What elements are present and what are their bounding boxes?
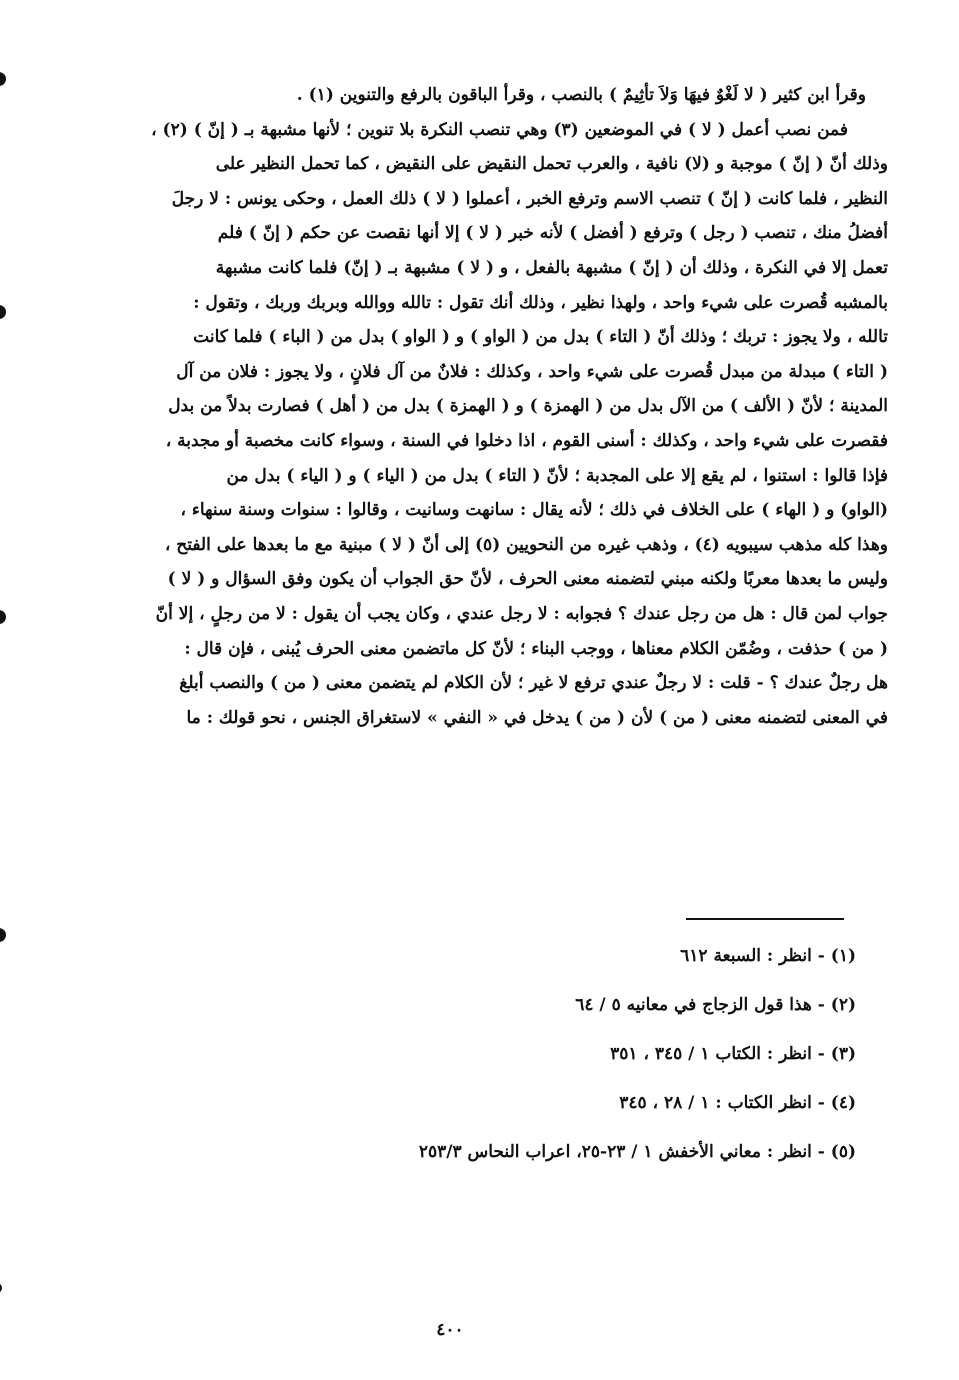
text-line: فقصرت على شيء واحد ، وكذلك : أسنى القوم ، اذا دخلوا في السنة ، وسواء كانت مخصبة أو مجدبة ، (165, 430, 888, 451)
footnote: (٢) - هذا قول الزجاج في معانيه ٥ / ٦٤ (575, 995, 856, 1015)
text-line: تعمل إلا في النكرة ، وذلك أن ( إنّ ) مشبهة بالفعل ، و ( لا ) مشبهة بـ ( إنّ) فلما كانت مشبهة (215, 257, 888, 278)
text-line: ( من ) حذفت ، وضُمّن الكلام معناها ، ووجب البناء ؛ لأنّ كل ماتضمن معنى الحرف يُبنى ، فإن قال : (184, 638, 888, 659)
footnotes (200, 938, 856, 1183)
scan-edge-mark (0, 1283, 2, 1293)
text-line: هل رجلٌ عندك ؟ - قلت : لا رجلٌ عندي ترفع لا غير ؛ لأن الكلام لم يتضمن معنى ( من ) والنصب أبلغ (179, 673, 888, 694)
footnote-divider (686, 918, 844, 920)
text-line: أفضلُ منك ، تنصب ( رجل ) وترفع ( أفضل ) لأنه خبر ( لا ) إلا أنها نقصت عن حكم ( إنّ ) فلم (217, 223, 888, 244)
text-line: تالله ، ولا يجوز : تربك ؛ وذلك أنّ ( التاء ) بدل من ( الواو ) و ( الواو ) بدل من ( الباء ) فلما كانت (193, 327, 888, 348)
text-line: وذلك أنّ ( إنّ ) موجبة و (لا) نافية ، والعرب تحمل النقيض على النقيض ، كما تحمل النظير على (215, 154, 888, 175)
text-line: فمن نصب أعمل ( لا ) في الموضعين (٣) وهي تنصب النكرة بلا تنوين ؛ لأنها مشبهة بـ ( إنّ ) (٢) ، (151, 119, 848, 140)
text-line: وليس ما بعدها معربًا ولكنه مبني لتضمنه معنى الحرف ، لأنّ حق الجواب أن يكون وفق السؤال و ( لا ) (167, 569, 888, 590)
main-text (62, 78, 888, 735)
text-line: بالمشبه قُصرت على شيء واحد ، ولهذا نظير ، وذلك أنك تقول : تالله ووالله وبربك وربك ، وتقول : (193, 292, 888, 313)
text-line: ( التاء ) مبدلة من مبدل قُصرت على شيء واحد ، وكذلك : فلانٌ من آل فلانٍ ، ولا يجوز : فلان من آل (176, 361, 888, 382)
text-line: وهذا كله مذهب سيبويه (٤) ، وذهب غيره من النحويين (٥) إلى أنّ ( لا ) مبنية مع ما بعدها على الفتح ، (164, 534, 888, 555)
scan-edge-mark (0, 610, 6, 624)
scan-edge-mark (0, 305, 6, 319)
text-line: وقرأ ابن كثير ( لا لَغْوٌ فيهَا وَلاَ تأثِيمٌ ) بالنصب ، وقرأ الباقون بالرفع والتنوين (١) . (296, 85, 866, 105)
text-line: النظير ، فلما كانت ( إنّ ) تنصب الاسم وترفع الخبر ، أعملوا ( لا ) ذلك العمل ، وحكى يونس : لا رجلَ (171, 188, 888, 209)
text-line: جواب لمن قال : هل من رجل عندك ؟ فجوابه : لا رجل عندي ، وكان يجب أن يقول : لا من رجلٍ ، إلا أنّ (155, 603, 888, 624)
scan-edge-mark (0, 928, 6, 942)
footnote: (٣) - انظر : الكتاب ١ / ٣٤٥ ، ٣٥١ (610, 1044, 856, 1064)
text-line: فإذا قالوا : استنوا ، لم يقع إلا على المجدبة ؛ لأنّ ( التاء ) بدل من ( الياء ) و ( الياء ) بدل من (226, 465, 888, 486)
footnote: (١) - انظر : السبعة ٦١٢ (680, 946, 856, 966)
footnote: (٤) - انظر الكتاب : ١ / ٢٨ ، ٣٤٥ (619, 1093, 856, 1113)
text-line: في المعنى لتضمنه معنى ( من ) لأن ( من ) يدخل في « النفي » لاستغراق الجنس ، نحو قولك : ما (186, 707, 888, 728)
text-line: (الواو) و ( الهاء ) على الخلاف في ذلك ؛ لأنه يقال : سانهت وسانيت ، وقالوا : سنوات وسنة سنهاء ، (180, 500, 888, 521)
scan-edge-mark (0, 72, 6, 86)
footnote: (٥) - انظر : معاني الأخفش ١ / ٢٣-٢٥، اعراب النحاس ٢٥٣/٣ (418, 1142, 856, 1162)
text-line: المدينة ؛ لأنّ ( الألف ) من الآل بدل من ( الهمزة ) و ( الهمزة ) بدل من ( أهل ) فصارت بدلاً من بدل (168, 396, 888, 417)
page-number: ٤٠٠ (436, 1320, 464, 1340)
